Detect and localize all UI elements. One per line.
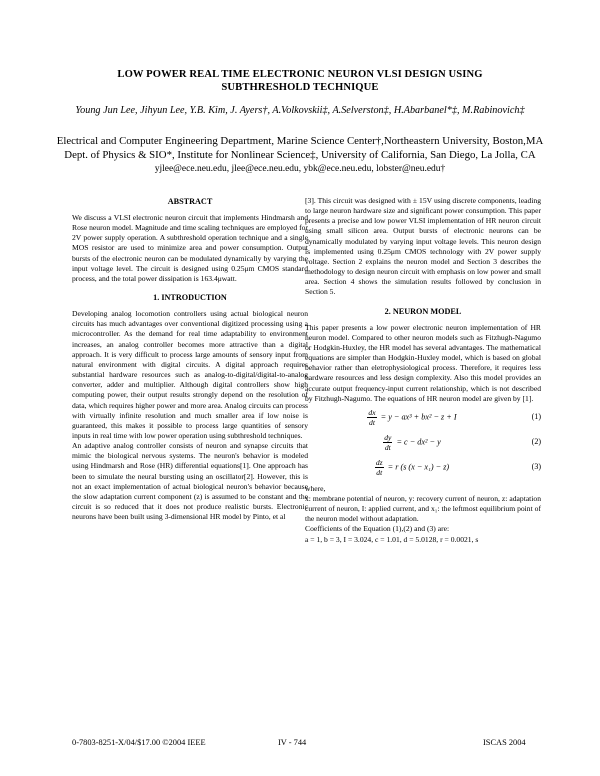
author-list: Young Jun Lee, Jihyun Lee, Y.B. Kim, J. Ayers†, A.Volkovskii‡, A.Selverston‡, H.Abarbanel*‡, M.Rabinovich‡: [75, 105, 525, 116]
variable-definitions: x: membrane potential of neuron, y: recovery current of neuron, z: adaptation current of neuron, I: applied current, and x₁: the leftmost equilibrium point of the neuron model without adaptation.: [305, 493, 541, 524]
affiliation-line: Dept. of Physics & SIO*, Institute for Nonlinear Science‡, University of California, San Diego, La Jolla, CA: [64, 149, 536, 161]
abstract-heading: ABSTRACT: [167, 197, 213, 206]
derivative-fraction: $\frac{dy}{dt}$: [384, 432, 392, 452]
affiliations: [30, 134, 570, 176]
equation-number: (2): [531, 437, 541, 447]
coefficients-intro: Coefficients of the Equation (1),(2) and (3) are:: [305, 524, 450, 534]
equation-1: [305, 406, 541, 429]
right-column: [305, 196, 541, 545]
equation-3: [305, 456, 541, 479]
left-column: [72, 196, 308, 522]
intro-paragraph: Developing analog locomotion controllers using actual biological neuron circuits has much advantages over conventional digitized processing using a microcontroller. As the demand for real time adaptability to environment increases, an analog controller becomes more attractive than a digital approach. It is very difficult to process large amounts of sensory input from natural environment with digital circuits. A digital approach requires substantial hardware resources such as analog-to-digital/digital-to-analog converter, adder and multiplier. Although digital controllers show high computing power, their output results strongly depend on the resolution of data, which requires higher power and more area. Analog circuits can process with virtually infinite resolution and much smaller area if low noise is guaranteed, this makes it possible to process large quantities of sensory inputs in real time with low power operation using subthreshold techniques.: [72, 309, 308, 440]
equation-rhs: = r (s (x − x₁) − z): [387, 462, 450, 472]
intro-paragraph: An adaptive analog controller consists of neuron and synapse circuits that mimic the biological nervous systems. The neuron's behavior is modeled using Hindmarsh and Rose (HR) differential equations[1]. One approach has been to simulate the neural bursting using an oscillator[2]. However, this is not an exact implementation of actual biological neuron's behavior because the slow adaptation current component (z) is assumed to be constant and the circuit is so reduced that it does not produce realistic bursts. Electronic neurons have been built using 3-dimensional HR model by Pinto, et al: [72, 441, 308, 522]
coefficient-values: a = 1, b = 3, I = 3.024, c = 1.01, d = 5.0128, r = 0.0021, s: [305, 534, 479, 544]
equation-rhs: = c − dx² − y: [396, 437, 441, 447]
email-line: yjlee@ece.neu.edu, jlee@ece.neu.edu, ybk@ece.neu.edu, lobster@neu.edu†: [154, 164, 446, 174]
where-text: where,: [305, 483, 326, 493]
footer-page-number: IV - 744: [278, 738, 307, 747]
affiliation-line: Electrical and Computer Engineering Department, Marine Science Center†,Northeastern University, Boston,MA: [56, 135, 544, 147]
equation-number: (1): [531, 412, 541, 422]
derivative-fraction: $\frac{dz}{dt}$: [375, 457, 383, 477]
derivative-fraction: $\frac{dx}{dt}$: [368, 407, 376, 427]
intro-continuation: [3]. This circuit was designed with ± 15V using discrete components, leading to large neuron hardware size and significant power consumption. This paper presents a precise and low power VLSI implementation of HR neuron circuit using small silicon area. Output bursts of electronic neurons can be dynamically modulated by varying input voltage levels. This neuron design is implemented using 0.25μm CMOS technology with 2V power supply voltage. Section 2 explains the neuron model and Section 3 describes the methodology to design neuron circuit with emphasis on low power and small area. Section 4 shows the simulation results followed by conclusion in Section 5.: [305, 196, 541, 297]
abstract-text: We discuss a VLSI electronic neuron circuit that implements Hindmarsh and Rose neuron model. Magnitude and time scaling techniques are employed for 2V power supply operation. A subthreshold operation technique and a single MOS resistor are used to minimize area and power consumption. Output bursts of the electronic neuron can be modulated dynamically by varying the input voltage level. The circuit is designed using 0.25μm CMOS standard process, and the total power dissipation is 163.4μwatt.: [72, 213, 308, 283]
equation-2: [305, 431, 541, 454]
paper-title: [60, 68, 540, 94]
footer-copyright: 0-7803-8251-X/04/$17.00 ©2004 IEEE: [72, 738, 206, 747]
introduction-heading: 1. INTRODUCTION: [153, 293, 227, 303]
equation-number: (3): [531, 462, 541, 472]
neuron-model-paragraph: This paper presents a low power electronic neuron implementation of HR neuron model. Compared to other neuron models such as Fitzhugh-Nagumo or Hodgkin-Huxley, the HR model has several advantages. The mathematical equations are simpler than Hodgkin-Huxley model, which is based on global behavior rather than eletrophysiological process. Therefore, it requires less hardware resources and less design complexity. Also this model provides an accurate output frequency-input current relationship, which is not described by Fitzhugh-Nagumo. The equations of HR neuron model are given by [1].: [305, 322, 541, 403]
footer-conference: ISCAS 2004: [483, 738, 526, 747]
neuron-model-heading: 2. NEURON MODEL: [384, 306, 462, 316]
title-line: LOW POWER REAL TIME ELECTRONIC NEURON VLSI DESIGN USING: [117, 69, 483, 80]
title-line: SUBTHRESHOLD TECHNIQUE: [221, 82, 379, 93]
equation-rhs: = y − ax³ + bx² − z + I: [380, 412, 457, 422]
